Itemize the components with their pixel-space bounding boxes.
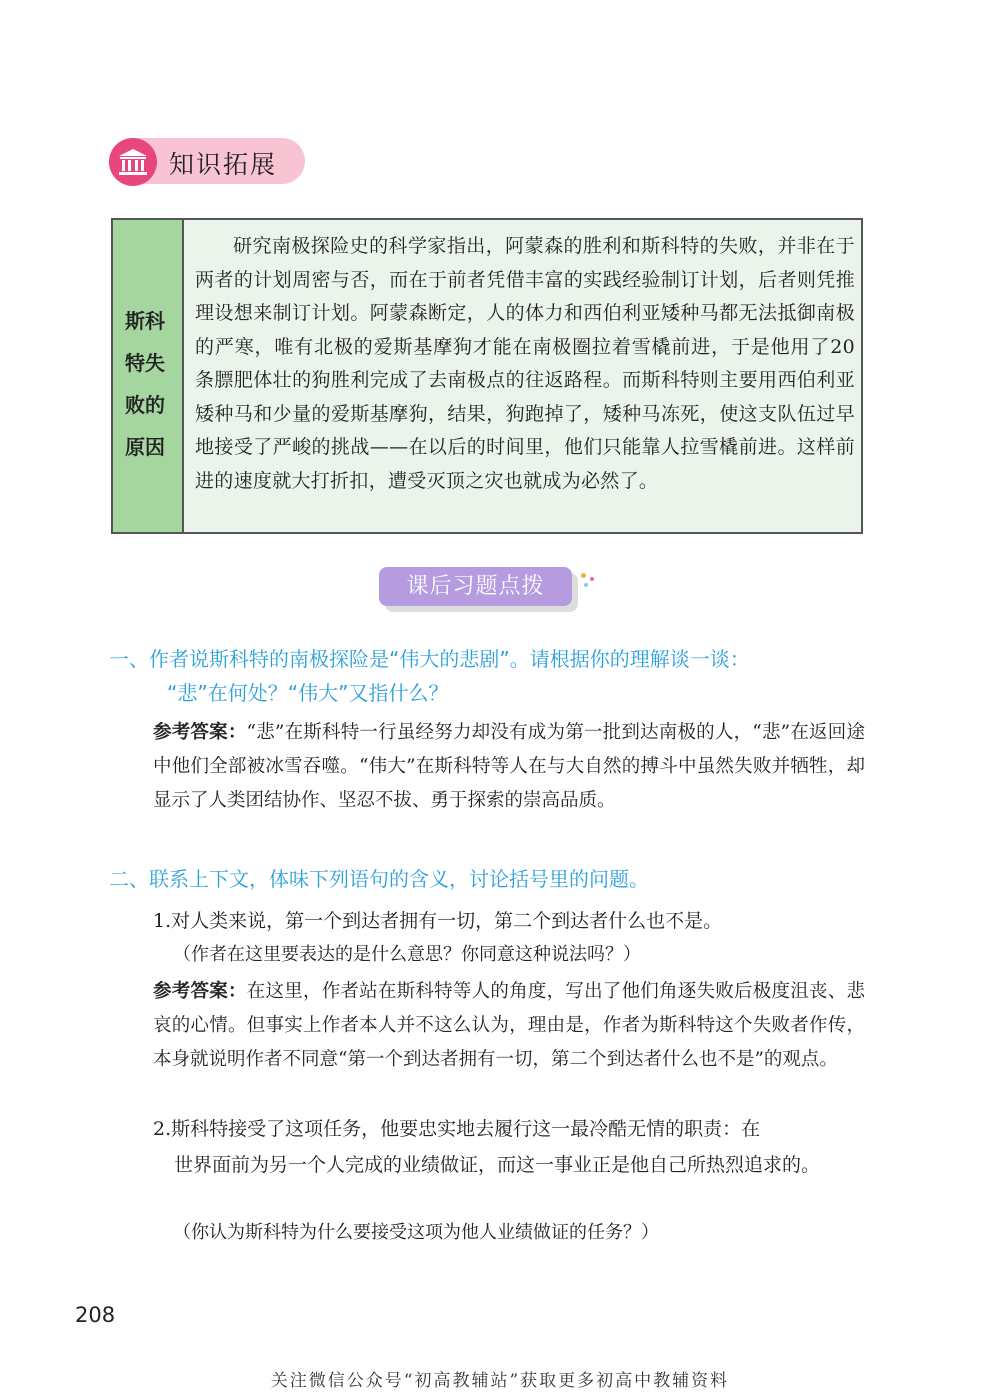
footer-note: 关注微信公众号“初高教辅站”获取更多初高中教辅资料: [270, 1371, 730, 1391]
answer-label: 参考答案：: [153, 722, 247, 743]
knowledge-label: 斯科特失败的原因: [125, 309, 165, 459]
decor-dot: [590, 577, 594, 581]
answer-text: “悲”在斯科特一行虽经努力却没有成为第一批到达南极的人，“悲”在返回途中他们全部被冰雪吞噬。“伟大”在斯科特等人在与大自然的搏斗中虽然失败并牺牲，却显示了人类团结协作、坚忍不拔、勇于探索的崇高品质。: [153, 722, 865, 811]
knowledge-label-cell: [113, 220, 184, 532]
item-text-cont: 世界面前为另一个人完成的业绩做证，而这一事业正是他自己所热烈追求的。: [174, 1154, 821, 1176]
answer-2-1: [153, 975, 865, 1077]
answer-1: [153, 716, 865, 818]
item-number: 2.: [153, 1118, 172, 1140]
item-text: 对人类来说，第一个到达者拥有一切，第二个到达者什么也不是。: [171, 910, 723, 932]
question-1: [109, 642, 869, 710]
item-text: 斯科特接受了这项任务，他要忠实地去履行这一最冷酷无情的职责：在: [171, 1118, 761, 1140]
question-text-cont: “悲”在何处？“伟大”又指什么？: [167, 681, 449, 705]
badge-icon-circle: [109, 138, 157, 186]
answer-label: 参考答案：: [153, 981, 247, 1002]
question-text: 联系上下文，体味下列语句的含义，讨论括号里的问题。: [149, 867, 649, 891]
question-number: 二、: [109, 867, 149, 891]
knowledge-body: 研究南极探险史的科学家指出，阿蒙森的胜利和斯科特的失败，并非在于两者的计划周密与否，而在于前者凭借丰富的实践经验制订计划，后者则凭推理设想来制订计划。阿蒙森断定，人的体力和西伯利亚矮种马都无法抵御南极的严寒，唯有北极的爱斯基摩狗才能在南极圈拉着雪橇前进，于是他用了20条膘肥体壮的狗胜利完成了去南极点的往返路程。而斯科特则主要用西伯利亚矮种马和少量的爱斯基摩狗，结果，狗跑掉了，矮种马冻死，使这支队伍过早地接受了严峻的挑战——在以后的时间里，他们只能靠人拉雪橇前进。这样前进的速度就大打折扣，遭受灭顶之灾也就成为必然了。: [195, 235, 855, 492]
item-1-question: （作者在这里要表达的是什么意思？你同意这种说法吗？）: [173, 944, 641, 965]
page-number: 208: [75, 1303, 116, 1327]
exercise-title: 课后习题点拨: [379, 567, 572, 606]
section-title: 知识拓展: [169, 150, 278, 179]
answer-text: 在这里，作者站在斯科特等人的角度，写出了他们角逐失败后极度沮丧、悲哀的心情。但事实上作者本人并不这么认为，理由是，作者为斯科特这个失败者作传，本身就说明作者不同意“第一个到达者拥有一切，第二个到达者什么也不是”的观点。: [153, 981, 865, 1070]
decor-dot: [584, 583, 588, 587]
item-1: [153, 903, 865, 939]
question-text: 作者说斯科特的南极探险是“伟大的悲剧”。请根据你的理解谈一谈：: [149, 647, 750, 671]
decor-dot: [581, 573, 586, 578]
item-2: [153, 1111, 865, 1183]
item-number: 1.: [153, 910, 172, 932]
question-2: [109, 862, 869, 896]
item-2-question: （你认为斯科特为什么要接受这项为他人业绩做证的任务？）: [173, 1222, 659, 1243]
knowledge-table: [111, 218, 863, 534]
section-badge: [109, 138, 305, 184]
question-number: 一、: [109, 647, 149, 671]
museum-icon: [117, 146, 149, 178]
